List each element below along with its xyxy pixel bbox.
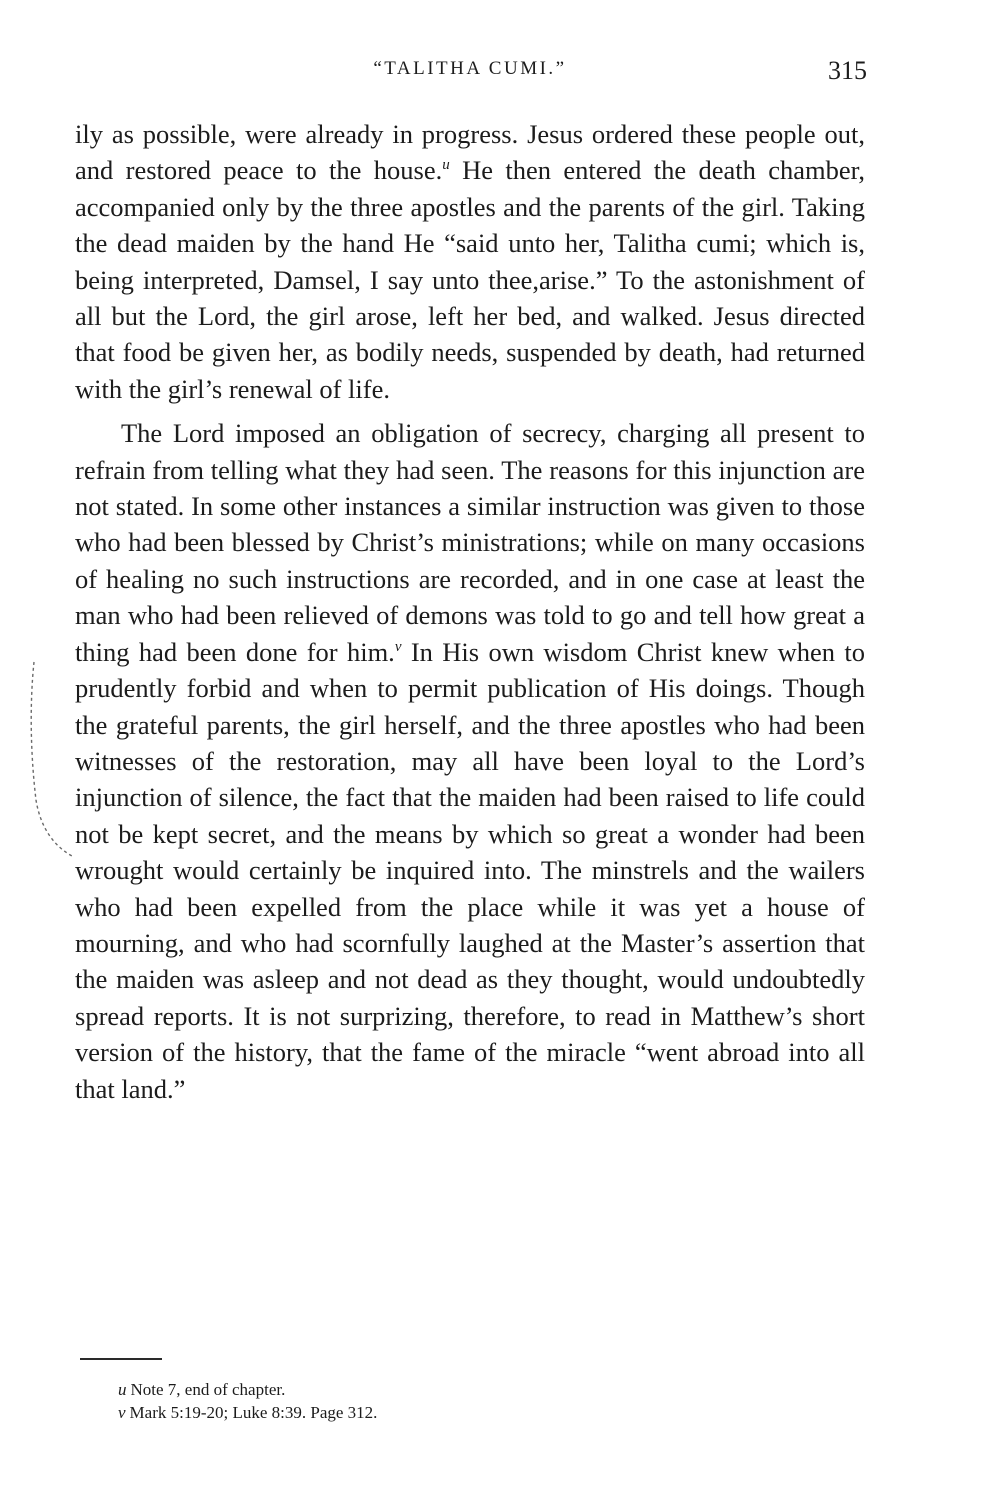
footnote	[118, 1378, 818, 1401]
paragraph-text: He then entered the death chamber, accompanied only by the three apostles and the parents of the girl. Taking the dead maiden by the hand He “said unto her, Talitha cumi; which is, being interpreted, Damsel, I say unto thee,arise.” To the astonishment of all but the Lord, the girl arose, left her bed, and walked. Jesus directed that food be given her, as bodily needs, suspended by death, had returned with the girl’s renewal of life.	[75, 155, 865, 404]
paragraph	[75, 116, 865, 407]
pencil-margin-mark	[20, 660, 80, 860]
page-number: 315	[828, 56, 867, 85]
paragraph-text: The Lord imposed an obligation of secrecy, charging all present to refrain from telling what they had seen. The reasons for this injunction are not stated. In some other instances a similar instruction was given to those who had been blessed by Christ’s ministrations; while on many occasions of healing no such instructions are recorded, and in one case at least the man who had been relieved of demons was told to go and tell how great a thing had been done for him.	[75, 418, 865, 667]
footnotes	[118, 1378, 818, 1424]
footnote-mark: v	[118, 1403, 126, 1422]
paragraph-text: In His own wisdom Christ knew when to prudently forbid and when to permit publication of His doings. Though the grateful parents, the girl herself, and the three apostles who had been witnesses of the restoration, may all have been loyal to the Lord’s injunction of silence, the fact that the maiden had been raised to life could not be kept secret, and the means by which so great a wonder had been wrought would certainly be inquired into. The minstrels and the wailers who had been expelled from the place while it was yet a house of mourning, and who had scornfully laughed at the Master’s assertion that the maiden was asleep and not dead as they thought, would undoubtedly spread reports. It is not surprizing, therefore, to read in Matthew’s short version of the history, that the fame of the miracle “went abroad into all that land.”	[75, 636, 865, 1104]
footnote-reference: u	[442, 157, 450, 174]
running-title: “TALITHA CUMI.”	[373, 58, 567, 79]
footnote-mark: u	[118, 1380, 127, 1399]
page-header	[75, 56, 865, 96]
footnote-text: Note 7, end of chapter.	[130, 1380, 286, 1399]
footnote-text: Mark 5:19-20; Luke 8:39. Page 312.	[129, 1403, 378, 1422]
main-text	[75, 116, 865, 1107]
footnote	[118, 1401, 818, 1424]
footnote-divider	[80, 1358, 162, 1360]
footnote-reference: v	[394, 638, 402, 655]
paragraph-text: ily as possible, were already in progress. Jesus ordered these people out, and restored peace to the house.	[75, 119, 865, 186]
paragraph	[75, 415, 865, 1107]
